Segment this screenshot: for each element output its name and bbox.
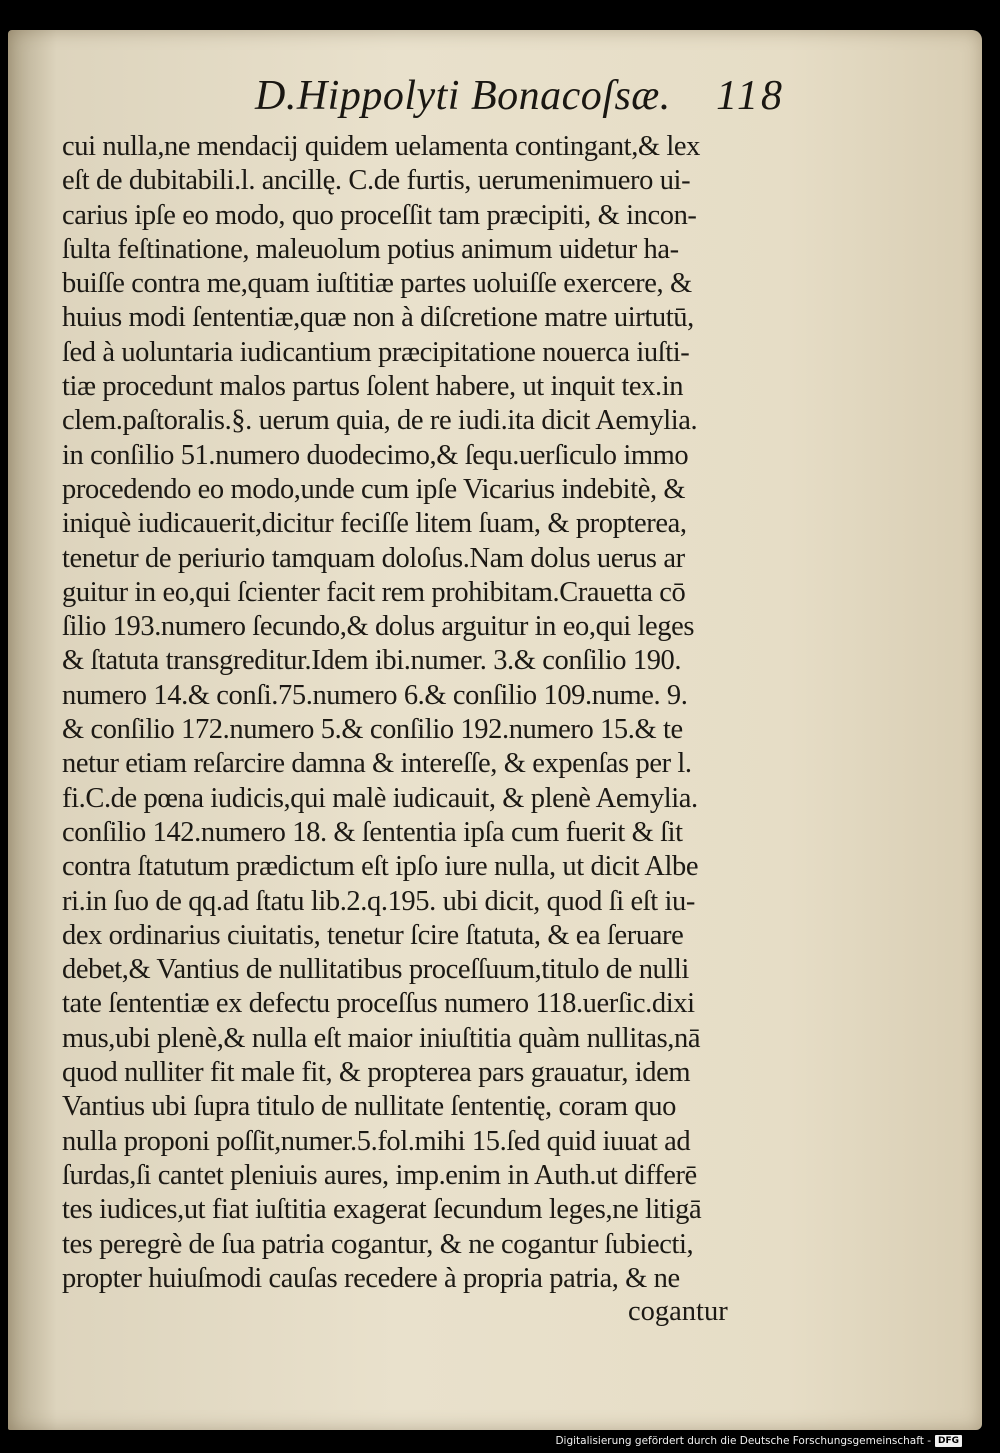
text-line: cui nulla,ne mendacij quidem uelamenta contingant,& lex (62, 131, 701, 162)
text-line: clem.paſtoralis.§. uerum quia, de re iudi.ita dicit Aemylia. (62, 405, 698, 437)
text-line: ſulta feſtinatione, maleuolum potius animum uidetur ha- (62, 233, 679, 265)
text-line: Vantius ubi ſupra titulo de nullitate ſententię, coram quo (62, 1091, 676, 1123)
body-text (62, 130, 822, 1296)
running-title: D.Hippolyti Bonacoſsæ. (255, 73, 671, 119)
text-line: procedendo eo modo,unde cum ipſe Vicarius indebitè, & (62, 473, 686, 505)
credit-text: Digitalisierung gefördert durch die Deutsche Forschungsgemeinschaft - (555, 1435, 931, 1447)
text-line: carius ipſe eo modo, quo proceſſit tam præcipiti, & incon- (62, 199, 697, 231)
text-line: buiſſe contra me,quam iuſtitiæ partes uoluiſſe exercere, & (62, 268, 692, 300)
text-line: conſilio 142.numero 18. & ſententia ipſa cum fuerit & ſit (62, 816, 683, 848)
text-line: propter huiuſmodi cauſas recedere à propria patria, & ne (62, 1262, 680, 1294)
text-line: ri.in ſuo de qq.ad ſtatu lib.2.q.195. ubi dicit, quod ſi eſt iu- (62, 885, 695, 917)
text-line: mus,ubi plenè,& nulla eſt maior iniuſtitia quàm nullitas,nā (62, 1022, 701, 1054)
text-line: netur etiam reſarcire damna & intereſſe, & expenſas per l. (62, 748, 692, 780)
running-head (255, 72, 795, 122)
text-line: nulla proponi poſſit,numer.5.fol.mihi 15.ſed quid iuuat ad (62, 1125, 691, 1157)
text-line: huius modi ſententiæ,quæ non à diſcretione matre uirtutū, (62, 302, 694, 334)
text-line: tes peregrè de ſua patria cogantur, & ne cogantur ſubiecti, (62, 1228, 694, 1260)
text-line: in conſilio 51.numero duodecimo,& ſequ.uerſiculo immo (62, 439, 689, 471)
text-line: ſed à uoluntaria iudicantium præcipitatione nouerca iuſti- (62, 336, 690, 368)
text-line: dex ordinarius ciuitatis, tenetur ſcire ſtatuta, & ea ſeruare (62, 919, 684, 951)
text-line: eſt de dubitabili.l. ancillę. C.de furtis, uerumenimuero ui- (62, 165, 691, 197)
dfg-logo-icon: DFG (935, 1435, 962, 1447)
text-line: tes iudices,ut fiat iuſtitia exagerat ſecundum leges,ne litigā (62, 1194, 702, 1226)
text-line: debet,& Vantius de nullitatibus proceſſuum,titulo de nulli (62, 954, 689, 986)
text-line: tenetur de periurio tamquam doloſus.Nam dolus uerus ar (62, 542, 685, 574)
text-line: & conſilio 172.numero 5.& conſilio 192.numero 15.& te (62, 714, 683, 746)
text-line: quod nulliter fit male fit, & propterea pars grauatur, idem (62, 1057, 691, 1089)
text-line: tate ſententiæ ex defectu proceſſus numero 118.uerſic.dixi (62, 988, 695, 1020)
page-number: 118 (716, 73, 785, 119)
text-line: guitur in eo,qui ſcienter facit rem prohibitam.Crauetta cō (62, 576, 686, 608)
text-line: numero 14.& conſi.75.numero 6.& conſilio 109.nume. 9. (62, 679, 688, 711)
text-line: contra ſtatutum prædictum eſt ipſo iure nulla, ut dicit Albe (62, 851, 699, 883)
digitization-credit (555, 1433, 962, 1449)
text-line: tiæ procedunt malos partus ſolent habere, ut inquit tex.in (62, 371, 684, 403)
catchword: cogantur (628, 1296, 728, 1327)
text-line: & ſtatuta transgreditur.Idem ibi.numer. 3.& conſilio 190. (62, 645, 682, 677)
text-line: iniquè iudicauerit,dicitur feciſſe litem ſuam, & propterea, (62, 508, 687, 540)
text-line: ſilio 193.numero ſecundo,& dolus arguitur in eo,qui leges (62, 611, 695, 643)
text-line: ſurdas,ſi cantet pleniuis aures, imp.enim in Auth.ut differē (62, 1159, 697, 1191)
text-line: fi.C.de pœna iudicis,qui malè iudicauit, & plenè Aemylia. (62, 782, 698, 814)
